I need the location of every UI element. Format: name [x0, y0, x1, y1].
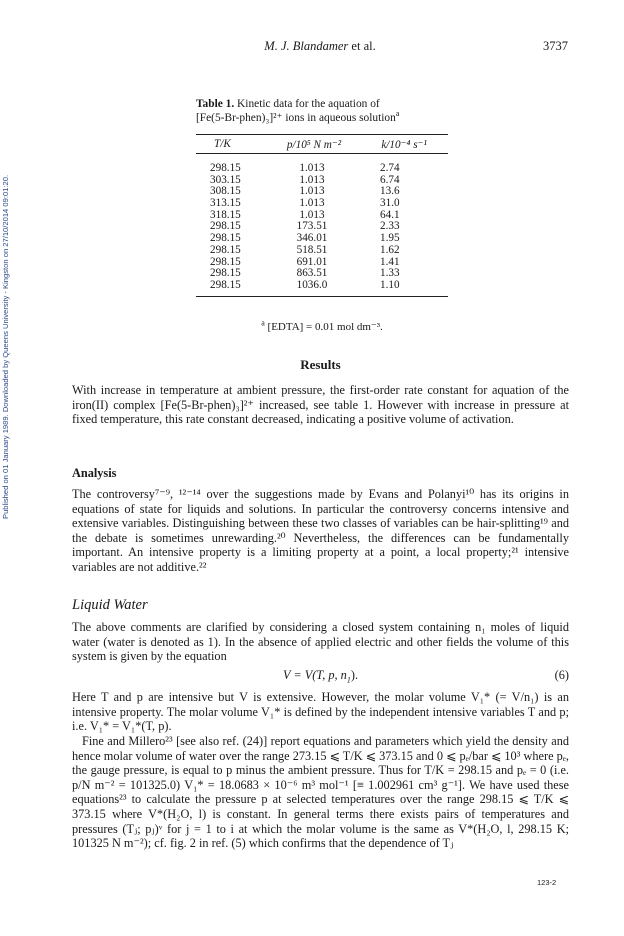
table-row: [196, 198, 448, 210]
cell-rate-constant: 2.74: [380, 162, 400, 174]
cell-pressure: 1036.0: [296, 278, 328, 291]
equation-lhs: V = V(T, p, n: [282, 668, 347, 682]
page-header: [72, 39, 568, 55]
cell-rate-constant: 1.41: [380, 255, 400, 268]
table-row: [196, 163, 448, 175]
cell-rate-constant: 1.10: [380, 278, 400, 291]
cell-rate-constant: 1.95: [380, 232, 400, 245]
cell-rate-constant: 1.33: [380, 267, 400, 280]
cell-pressure: 346.01: [296, 232, 328, 245]
cell-temperature: 308.15: [210, 185, 241, 198]
results-heading: Results: [300, 357, 341, 372]
equation-subscript: 1: [346, 675, 351, 685]
table-footnote-mark: a: [261, 318, 265, 328]
kinetic-data-table: [196, 134, 448, 297]
liquid-water-heading: Liquid Water: [72, 597, 148, 613]
cell-rate-constant: 6.74: [380, 173, 400, 186]
table-caption-footnote-mark: a: [395, 109, 400, 119]
cell-pressure: 1.013: [299, 208, 325, 221]
running-head-suffix: et al.: [348, 39, 376, 53]
cell-temperature: 303.15: [210, 173, 241, 186]
results-paragraph: With increase in temperature at ambient pressure, the first-order rate constant for aquation of the iron(II) complex [Fe(5-Br-phen)₃]²⁺ increased, see table 1. However with increase in pressure at fixed temperature, this rate constant decreased, indicating a positive volume of activation.: [72, 383, 569, 427]
cell-temperature: 298.15: [210, 255, 241, 268]
cell-rate-constant: 2.33: [380, 220, 400, 233]
cell-temperature: 298.15: [210, 232, 241, 245]
cell-pressure: 863.51: [296, 267, 328, 280]
equation-6: [72, 668, 569, 684]
cell-temperature: 313.15: [210, 197, 241, 210]
col-header-pressure: p/10⁵ N m⁻²: [286, 138, 342, 151]
col-header-temperature: T/K: [214, 138, 231, 150]
analysis-paragraph: The controversy⁷⁻⁹, ¹²⁻¹⁴ over the suggestions made by Evans and Polanyi¹⁰ has its origins in equations of state for liquids and solutions. In particular the controversy concerns intensive and extensive variables. Distinguishing between these two classes of variables can be hair-splitting¹⁹ and the debate is sometimes unrewarding.²⁰ Nevertheless, the differences can be fundamentally important. An intensive property is a limiting property at a point, a local property;²¹ intensive variables are not additive.²²: [72, 487, 569, 574]
table-header-row: [196, 135, 448, 153]
liquid-water-paragraph-1: The above comments are clarified by considering a closed system containing n₁ moles of liquid water (water is denoted as 1). In the absence of applied electric and other fields the volume of this system is given by the equation: [72, 620, 569, 664]
table-row: [196, 245, 448, 257]
running-head: [72, 39, 568, 54]
cell-pressure: 518.51: [296, 243, 328, 256]
liquid-water-paragraph-3: Fine and Millero²³ [see also ref. (24)] report equations and parameters which yield the density and hence molar volume of water over the range 273.15 ⩽ T/K ⩽ 373.15 and 0 ⩽ pₑ/bar ⩽ 10³ where pₑ, the gauge pressure, is equal to p minus the ambient pressure. Thus for T/K = 298.15 and pₑ = 0 (i.e. p/N m⁻² = 101325.0) V₁* = 18.0683 × 10⁻⁶ m³ mol⁻¹ [≡ 1.002961 cm³ g⁻¹]. We have used these equations²³ to calculate the pressure p at selected temperatures over the range 298.15 ⩽ T/K ⩽ 373.15 where V*(H₂O, l) is constant. In general terms there exists pairs of temperatures and pressures (Tⱼ; pⱼ)ᵛ for j = 1 to i at which the molar volume is the same as V*(H₂O, l, 298.15 K; 101325 N m⁻²); cf. fig. 2 in ref. (5) which confirms that the dependence of Tⱼ: [72, 734, 569, 851]
table-caption-line2: [Fe(5-Br-phen)₃]²⁺ ions in aqueous solution: [196, 112, 396, 124]
cell-pressure: 1.013: [299, 185, 325, 198]
col-header-rate-constant: k/10⁻⁴ s⁻¹: [381, 138, 427, 151]
cell-rate-constant: 1.62: [380, 243, 400, 256]
equation-rhs: ).: [350, 668, 359, 682]
table-footnote: [196, 320, 448, 333]
cell-pressure: 1.013: [299, 173, 325, 186]
cell-temperature: 298.15: [210, 243, 241, 256]
liquid-water-paragraph-2: Here T and p are intensive but V is extensive. However, the molar volume V₁* (= V/n₁) is an intensive property. The molar volume V₁* is defined by the independent intensive variables T and p; i.e. V₁* = V₁*(T, p).: [72, 690, 569, 734]
table-body: [196, 154, 448, 296]
page-number: 3737: [543, 39, 568, 53]
cell-temperature: 298.15: [210, 278, 241, 291]
cell-temperature: 298.15: [210, 162, 241, 174]
table-label: Table 1.: [196, 98, 235, 110]
cell-pressure: 691.01: [296, 255, 328, 268]
cell-rate-constant: 31.0: [380, 197, 400, 210]
cell-rate-constant: 13.6: [380, 185, 400, 198]
cell-pressure: 173.51: [296, 220, 328, 233]
running-head-author: M. J. Blandamer: [264, 39, 349, 53]
table-caption: [196, 97, 448, 125]
download-watermark: Published on 01 January 1989. Downloaded by Queens University - Kingston on 27/10/2014 09:01:20.: [1, 174, 10, 520]
cell-pressure: 1.013: [299, 197, 325, 210]
cell-rate-constant: 64.1: [380, 208, 400, 221]
cell-temperature: 298.15: [210, 267, 241, 280]
analysis-heading: Analysis: [72, 466, 117, 480]
table-caption-line1: Kinetic data for the aquation of: [234, 98, 380, 110]
cell-temperature: 298.15: [210, 220, 241, 233]
page-footer-code: 123-2: [537, 878, 557, 887]
table-footnote-text: [EDTA] = 0.01 mol dm⁻³.: [264, 321, 383, 333]
table-bottom-rule: [196, 296, 448, 297]
equation-number: (6): [554, 668, 569, 682]
cell-pressure: 1.013: [299, 162, 325, 174]
equation-expression: [72, 668, 569, 683]
cell-temperature: 318.15: [210, 208, 241, 221]
table-row: [196, 280, 448, 292]
